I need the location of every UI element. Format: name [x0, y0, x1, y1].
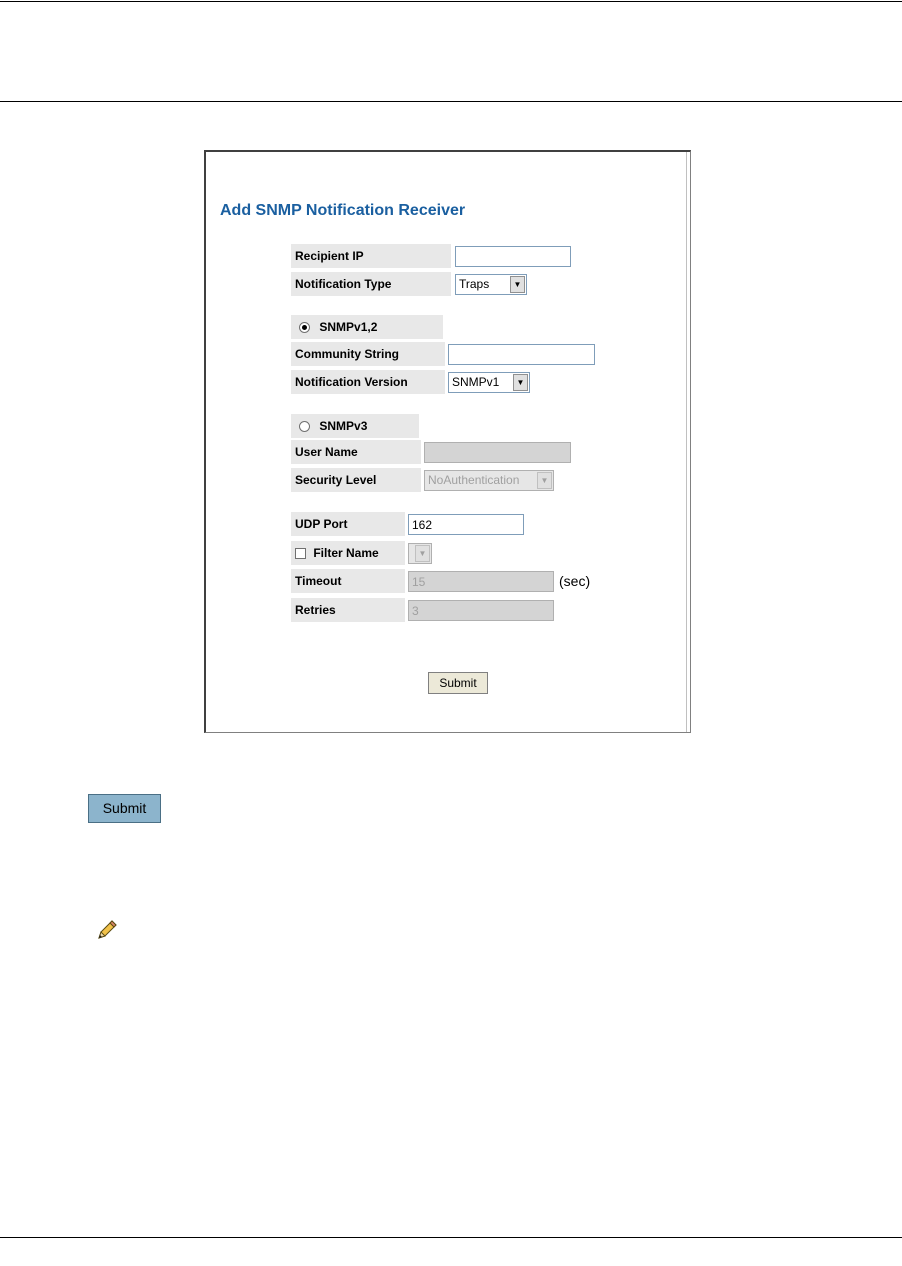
- community-string-input[interactable]: [448, 344, 595, 365]
- retries-label: Retries: [291, 598, 405, 622]
- timeout-input[interactable]: [408, 571, 554, 592]
- chevron-down-icon: ▼: [415, 545, 430, 562]
- header-rule: [0, 101, 902, 102]
- pencil-icon: [95, 918, 119, 942]
- submit-button[interactable]: Submit: [88, 794, 161, 823]
- notification-type-label: Notification Type: [291, 272, 451, 296]
- security-level-select[interactable]: [424, 470, 554, 491]
- filter-name-label: Filter Name: [313, 546, 379, 560]
- udp-port-label: UDP Port: [291, 512, 405, 536]
- snmpv12-radio[interactable]: [299, 322, 310, 333]
- snmpv3-radio[interactable]: [299, 421, 310, 432]
- chevron-down-icon: ▼: [510, 276, 525, 293]
- timeout-unit: (sec): [559, 573, 591, 589]
- snmpv12-radio-row[interactable]: [291, 315, 443, 339]
- timeout-label: Timeout: [291, 569, 405, 593]
- page-title: Add SNMP Notification Receiver: [220, 202, 466, 219]
- header-rule-top: [0, 1, 902, 2]
- filter-name-checkbox[interactable]: [295, 548, 306, 559]
- filter-name-select[interactable]: [408, 543, 432, 564]
- chevron-down-icon: ▼: [513, 374, 528, 391]
- udp-port-input[interactable]: [408, 514, 524, 535]
- community-string-label: Community String: [291, 342, 445, 366]
- recipient-ip-input[interactable]: [455, 246, 571, 267]
- snmp-receiver-frame: [204, 150, 691, 733]
- frame-scrollbar[interactable]: [686, 152, 688, 732]
- chevron-down-icon: ▼: [537, 472, 552, 489]
- snmpv3-radio-row[interactable]: [291, 414, 419, 438]
- notification-version-value: SNMPv1: [452, 375, 500, 389]
- retries-input[interactable]: [408, 600, 554, 621]
- snmpv3-label: SNMPv3: [319, 419, 368, 433]
- security-level-value: NoAuthentication: [428, 473, 520, 487]
- notification-type-select[interactable]: [455, 274, 527, 295]
- notification-version-label: Notification Version: [291, 370, 445, 394]
- security-level-label: Security Level: [291, 468, 421, 492]
- user-name-input[interactable]: [424, 442, 571, 463]
- snmpv12-label: SNMPv1,2: [319, 320, 378, 334]
- notification-version-select[interactable]: [448, 372, 530, 393]
- notification-type-value: Traps: [459, 277, 490, 291]
- filter-name-row: [291, 541, 405, 565]
- user-name-label: User Name: [291, 440, 421, 464]
- footer-rule: [0, 1237, 902, 1238]
- form-submit-button[interactable]: Submit: [428, 672, 488, 694]
- recipient-ip-label: Recipient IP: [291, 244, 451, 268]
